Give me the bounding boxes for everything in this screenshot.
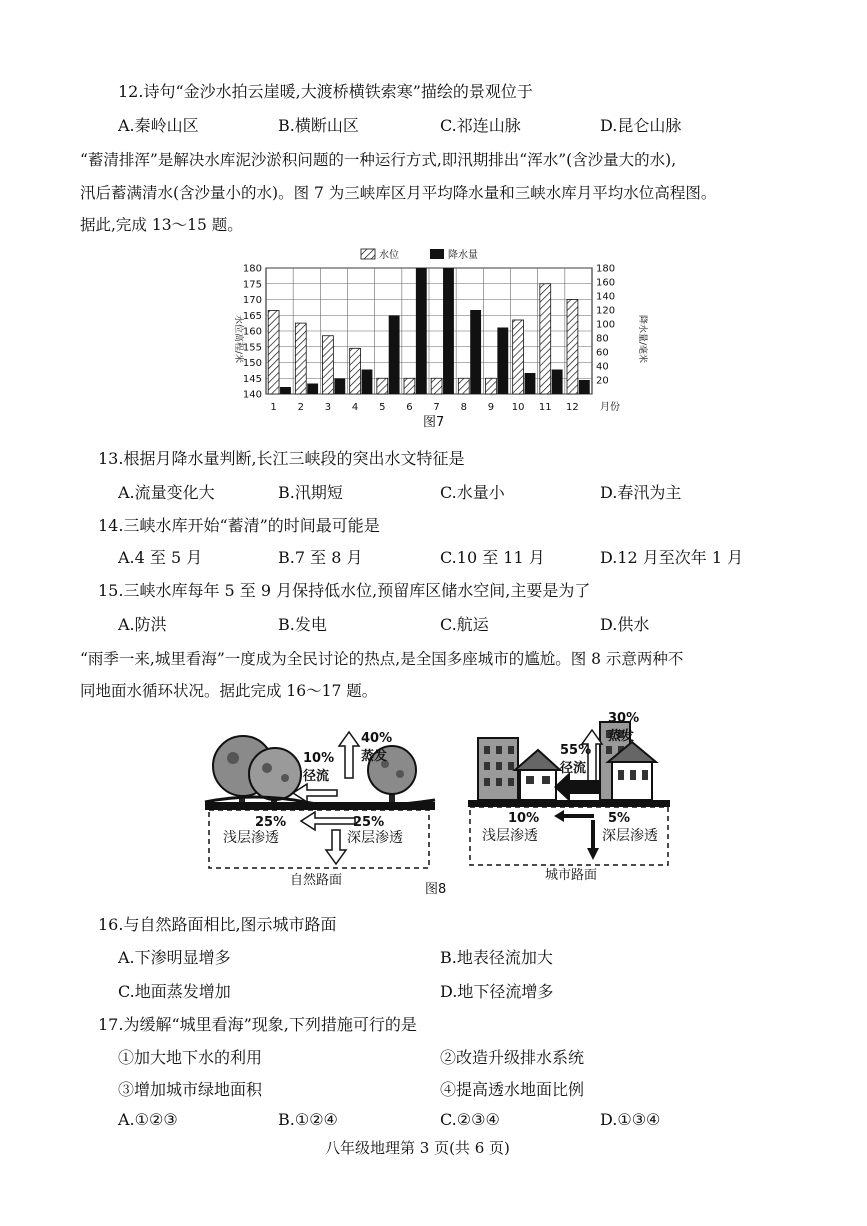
- bar-precipitation: [579, 380, 590, 394]
- intro1-line2: 汛后蓄满清水(含沙量小的水)。图 7 为三峡库区月平均降水量和三峡水库月平均水位高程图。: [80, 184, 717, 202]
- right-tick-label: 20: [596, 375, 609, 387]
- legend-water-level-swatch: [361, 249, 375, 259]
- q17-option-b: B.①②④: [278, 1110, 338, 1129]
- bar-water-level: [431, 378, 442, 394]
- q15-option-c: C.航运: [440, 615, 489, 634]
- intro2-line1: “雨季一来,城里看海”一度成为全民讨论的热点,是全国多座城市的尴尬。图 8 示意两种不: [80, 650, 684, 668]
- q12-option-a: A.秦岭山区: [118, 116, 199, 135]
- x-tick-label: 11: [538, 402, 552, 413]
- right-tick-label: 100: [596, 319, 616, 331]
- bar-precipitation: [470, 310, 481, 394]
- bar-water-level: [404, 378, 415, 394]
- natural-evap-label: 蒸发: [361, 749, 388, 764]
- arrow-up-icon: [339, 732, 359, 778]
- urban-caption: 城市路面: [545, 868, 598, 883]
- natural-caption: 自然路面: [290, 873, 343, 888]
- q17-item-2: ②改造升级排水系统: [440, 1048, 585, 1067]
- left-tick-label: 145: [242, 373, 262, 385]
- bar-water-level: [350, 348, 361, 394]
- q17-item-4: ④提高透水地面比例: [440, 1080, 585, 1099]
- legend-precip-label: 降水量: [448, 250, 478, 261]
- q14-stem: 14.三峡水库开始“蓄清”的时间最可能是: [98, 516, 380, 535]
- bar-water-level: [540, 284, 551, 394]
- bar-water-level: [486, 378, 497, 394]
- right-tick-label: 160: [596, 277, 616, 289]
- right-tick-label: 180: [596, 263, 616, 275]
- q12-option-b: B.横断山区: [278, 116, 359, 135]
- x-tick-label: 1: [270, 402, 277, 413]
- left-tick-label: 180: [242, 263, 262, 275]
- legend-precip-swatch: [430, 249, 444, 259]
- q17-item-3: ③增加城市绿地面积: [118, 1080, 263, 1099]
- natural-evap-pct: 40%: [361, 731, 393, 746]
- urban-shallow-label: 浅层渗透: [482, 828, 538, 844]
- bar-precipitation: [525, 373, 536, 394]
- right-axis-label: 降水量/毫米: [637, 314, 647, 364]
- urban-deep-pct: 5%: [608, 811, 631, 826]
- right-tick-label: 40: [596, 361, 609, 373]
- x-tick-label: 3: [324, 402, 332, 413]
- bar-water-level: [567, 300, 578, 395]
- arrow-down-icon: [326, 830, 346, 864]
- x-tick-label: 2: [297, 402, 304, 413]
- natural-runoff-label: 径流: [303, 769, 330, 784]
- left-axis-label: 水位高程/米: [233, 314, 243, 364]
- urban-runoff-label: 径流: [560, 761, 587, 776]
- x-tick-label: 9: [487, 402, 495, 413]
- bar-precipitation: [280, 387, 291, 394]
- right-tick-label: 60: [596, 347, 609, 359]
- intro2-line2: 同地面水循环状况。据此完成 16～17 题。: [80, 682, 378, 700]
- left-tick-label: 170: [242, 295, 262, 306]
- left-tick-label: 165: [242, 310, 262, 322]
- q17-stem: 17.为缓解“城里看海”现象,下列措施可行的是: [98, 1015, 417, 1034]
- bar-precipitation: [389, 316, 400, 394]
- urban-runoff-pct: 55%: [560, 743, 592, 758]
- arrow-left-icon: [554, 810, 594, 822]
- bar-precipitation: [552, 370, 563, 395]
- q15-option-a: A.防洪: [118, 615, 167, 634]
- left-tick-label: 175: [242, 279, 262, 291]
- x-tick-label: 6: [406, 402, 413, 413]
- fig8-urban-diagram: [460, 708, 680, 873]
- bar-precipitation: [416, 268, 427, 394]
- q14-option-d: D.12 月至次年 1 月: [600, 548, 744, 567]
- x-tick-label: 4: [351, 402, 359, 413]
- fig8-natural-diagram: [195, 718, 445, 893]
- intro1-line1: “蓄清排浑”是解决水库泥沙淤积问题的一种运行方式,即汛期排出“浑水”(含沙量大的水),: [80, 151, 677, 169]
- arrow-left-icon: [301, 812, 355, 830]
- bar-water-level: [458, 378, 469, 394]
- building-icon: [478, 738, 518, 800]
- fig7-caption: 图7: [423, 415, 445, 430]
- natural-shallow-pct: 25%: [255, 815, 287, 830]
- bar-precipitation: [334, 379, 345, 394]
- q17-option-a: A.①②③: [118, 1110, 178, 1129]
- bar-water-level: [268, 311, 279, 394]
- left-tick-label: 155: [242, 342, 262, 354]
- bar-precipitation: [362, 370, 373, 395]
- arrow-down-icon: [587, 820, 599, 860]
- q13-option-b: B.汛期短: [278, 483, 343, 502]
- fig7-chart: [230, 244, 650, 429]
- natural-deep-pct: 25%: [353, 815, 385, 830]
- fig8-caption: 图8: [425, 882, 447, 897]
- q12-stem: 12.诗句“金沙水拍云崖暖,大渡桥横铁索寒”描绘的景观位于: [118, 82, 533, 101]
- x-unit-label: 月份: [600, 402, 620, 413]
- bar-water-level: [323, 336, 334, 394]
- x-tick-label: 5: [379, 402, 386, 413]
- bar-precipitation: [497, 328, 508, 395]
- q17-option-d: D.①③④: [600, 1110, 661, 1129]
- urban-evap-label: 蒸发: [608, 729, 635, 744]
- urban-evap-pct: 30%: [608, 711, 640, 726]
- q12-option-c: C.祁连山脉: [440, 116, 521, 135]
- q13-option-a: A.流量变化大: [118, 483, 215, 502]
- q16-option-a: A.下渗明显增多: [118, 948, 231, 967]
- house-icon: [515, 750, 560, 800]
- q14-option-b: B.7 至 8 月: [278, 548, 363, 567]
- q16-stem: 16.与自然路面相比,图示城市路面: [98, 915, 337, 934]
- q13-stem: 13.根据月降水量判断,长江三峡段的突出水文特征是: [98, 449, 465, 468]
- q15-stem: 15.三峡水库每年 5 至 9 月保持低水位,预留库区储水空间,主要是为了: [98, 581, 591, 600]
- x-tick-label: 8: [460, 402, 467, 413]
- q16-option-d: D.地下径流增多: [440, 982, 554, 1001]
- q13-option-d: D.春汛为主: [600, 483, 682, 502]
- q12-option-d: D.昆仑山脉: [600, 116, 682, 135]
- q14-option-a: A.4 至 5 月: [118, 548, 203, 567]
- q16-option-c: C.地面蒸发增加: [118, 982, 231, 1001]
- urban-deep-label: 深层渗透: [602, 828, 658, 844]
- bar-precipitation: [443, 268, 454, 394]
- q13-option-c: C.水量小: [440, 483, 505, 502]
- arrow-left-icon: [293, 784, 337, 802]
- legend-water-level-label: 水位: [379, 250, 399, 261]
- x-tick-label: 10: [511, 402, 525, 413]
- page-footer: 八年级地理第 3 页(共 6 页): [325, 1139, 510, 1157]
- q14-option-c: C.10 至 11 月: [440, 548, 545, 567]
- q16-option-b: B.地表径流加大: [440, 948, 553, 967]
- q15-option-d: D.供水: [600, 615, 650, 634]
- bar-precipitation: [307, 384, 318, 395]
- right-tick-label: 140: [596, 291, 616, 303]
- q17-item-1: ①加大地下水的利用: [118, 1048, 263, 1067]
- x-tick-label: 12: [566, 402, 579, 413]
- right-tick-label: 80: [596, 333, 609, 345]
- q15-option-b: B.发电: [278, 615, 327, 634]
- bar-water-level: [377, 378, 388, 394]
- urban-shallow-pct: 10%: [508, 811, 540, 826]
- natural-shallow-label: 浅层渗透: [223, 830, 279, 846]
- left-tick-label: 150: [242, 358, 262, 369]
- right-tick-label: 120: [596, 305, 616, 317]
- bar-water-level: [513, 320, 524, 394]
- bar-water-level: [295, 323, 306, 394]
- left-tick-label: 160: [242, 326, 262, 338]
- x-tick-label: 7: [433, 402, 440, 413]
- intro1-line3: 据此,完成 13～15 题。: [80, 216, 243, 234]
- natural-deep-label: 深层渗透: [347, 830, 403, 846]
- q17-option-c: C.②③④: [440, 1110, 500, 1129]
- left-tick-label: 140: [242, 389, 262, 401]
- natural-runoff-pct: 10%: [303, 751, 335, 766]
